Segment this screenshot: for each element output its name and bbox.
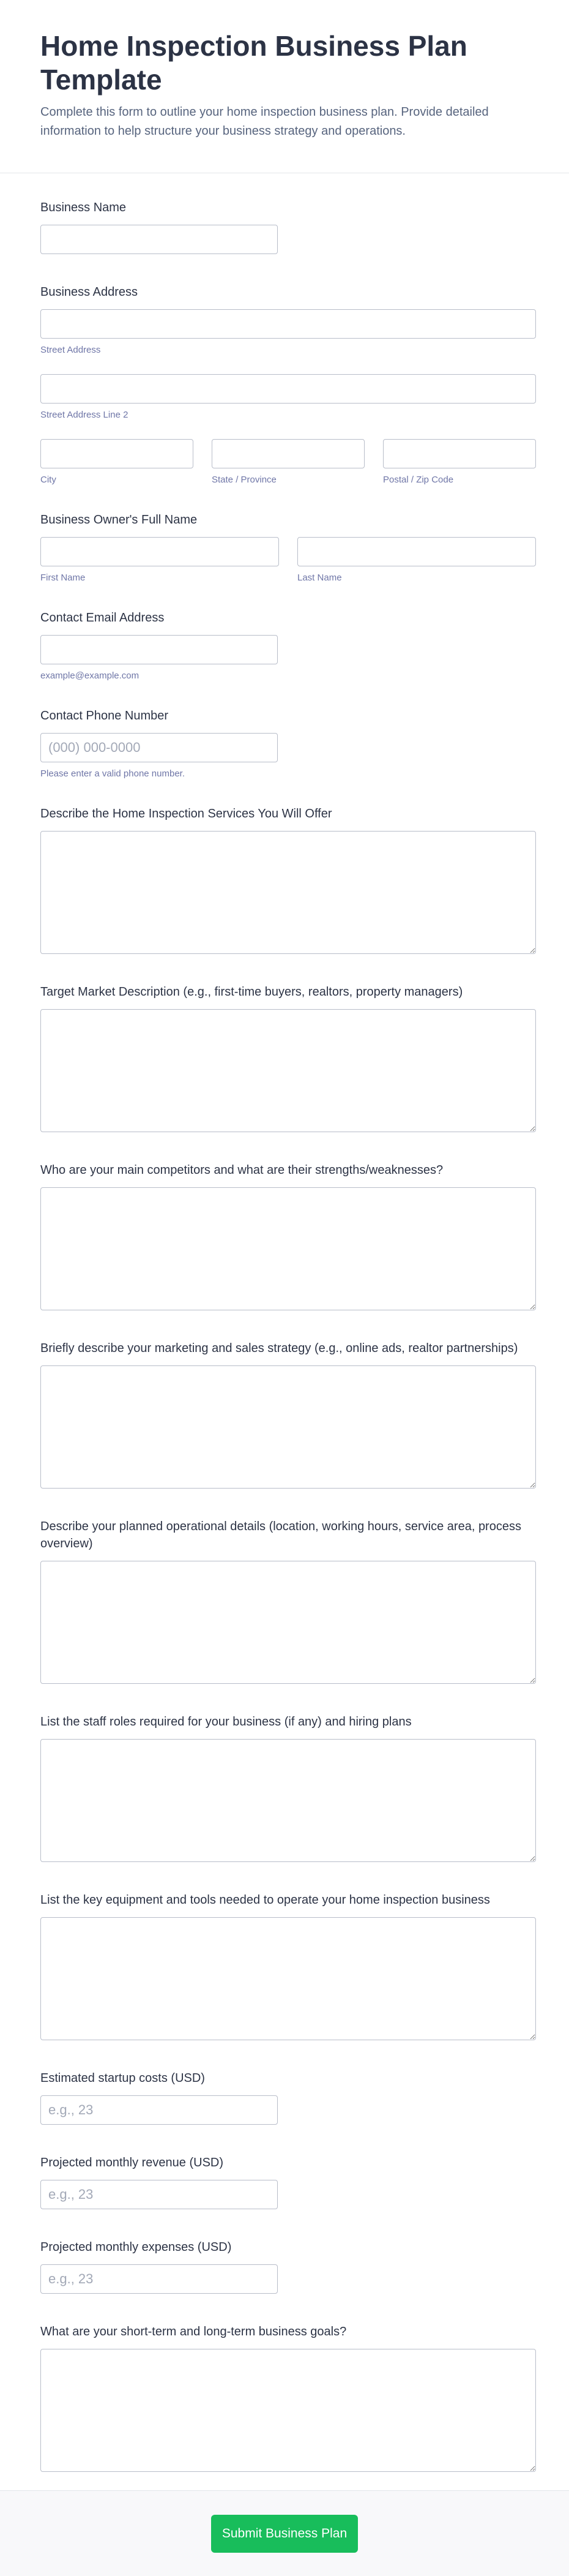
business-address-label: Business Address [40,285,138,299]
form-header [0,0,569,173]
operations-textarea[interactable] [40,1561,536,1684]
state-sublabel: State / Province [212,475,277,486]
monthly-expenses-label: Projected monthly expenses (USD) [40,2240,232,2255]
form-footer [0,2490,569,2576]
startup-costs-input[interactable] [40,2095,278,2125]
monthly-revenue-input[interactable] [40,2180,278,2209]
marketing-field [40,1340,536,1489]
services-field [40,805,536,954]
last-name-input[interactable] [297,537,536,566]
city-sublabel: City [40,475,56,486]
services-textarea[interactable] [40,831,536,954]
postal-code-input[interactable] [383,439,536,468]
business-address-field [40,284,536,486]
business-name-input[interactable] [40,225,278,254]
target-market-label: Target Market Description (e.g., first-time buyers, realtors, property managers) [40,985,463,999]
monthly-revenue-field [40,2154,536,2209]
form-body [0,173,569,2472]
street-address-line2-input[interactable] [40,374,536,404]
street-address-sublabel: Street Address [40,345,101,356]
email-label: Contact Email Address [40,611,165,625]
target-market-textarea[interactable] [40,1009,536,1132]
business-name-label: Business Name [40,201,127,215]
form-subtitle: Complete this form to outline your home inspection business plan. Provide detailed information to help structure your business strategy and operations. [40,105,489,138]
operations-label: Describe your planned operational details (location, working hours, service area, process overview) [40,1520,521,1551]
submit-button[interactable]: Submit Business Plan [211,2515,358,2553]
competitors-field [40,1162,536,1310]
first-name-input[interactable] [40,537,279,566]
email-sublabel: example@example.com [40,670,139,682]
staff-field [40,1713,536,1862]
owner-name-field [40,511,536,584]
goals-label: What are your short-term and long-term business goals? [40,2325,347,2339]
phone-sublabel: Please enter a valid phone number. [40,768,185,779]
staff-textarea[interactable] [40,1739,536,1862]
monthly-expenses-input[interactable] [40,2264,278,2294]
equipment-label: List the key equipment and tools needed to operate your home inspection business [40,1893,490,1907]
phone-input[interactable] [40,733,278,762]
startup-costs-label: Estimated startup costs (USD) [40,2071,205,2086]
equipment-textarea[interactable] [40,1917,536,2040]
services-label: Describe the Home Inspection Services You Will Offer [40,807,332,821]
goals-field [40,2323,536,2472]
postal-code-sublabel: Postal / Zip Code [383,475,454,486]
competitors-label: Who are your main competitors and what are their strengths/weaknesses? [40,1163,444,1177]
equipment-field [40,1891,536,2040]
marketing-label: Briefly describe your marketing and sales strategy (e.g., online ads, realtor partnerships) [40,1342,518,1356]
street-address-input[interactable] [40,309,536,339]
operations-field [40,1518,536,1684]
city-input[interactable] [40,439,193,468]
phone-label: Contact Phone Number [40,709,169,723]
competitors-textarea[interactable] [40,1187,536,1310]
email-field [40,609,536,682]
phone-field [40,707,536,779]
first-name-sublabel: First Name [40,573,86,584]
startup-costs-field [40,2070,536,2125]
monthly-revenue-label: Projected monthly revenue (USD) [40,2156,224,2170]
marketing-textarea[interactable] [40,1365,536,1489]
target-market-field [40,983,536,1132]
monthly-expenses-field [40,2239,536,2294]
form-title: Home Inspection Business Plan Template [40,30,467,96]
staff-label: List the staff roles required for your business (if any) and hiring plans [40,1715,412,1729]
street-address-line2-sublabel: Street Address Line 2 [40,410,128,421]
email-input[interactable] [40,635,278,664]
last-name-sublabel: Last Name [297,573,342,584]
goals-textarea[interactable] [40,2349,536,2472]
business-name-field [40,199,536,254]
state-input[interactable] [212,439,365,468]
owner-name-label: Business Owner's Full Name [40,513,198,527]
